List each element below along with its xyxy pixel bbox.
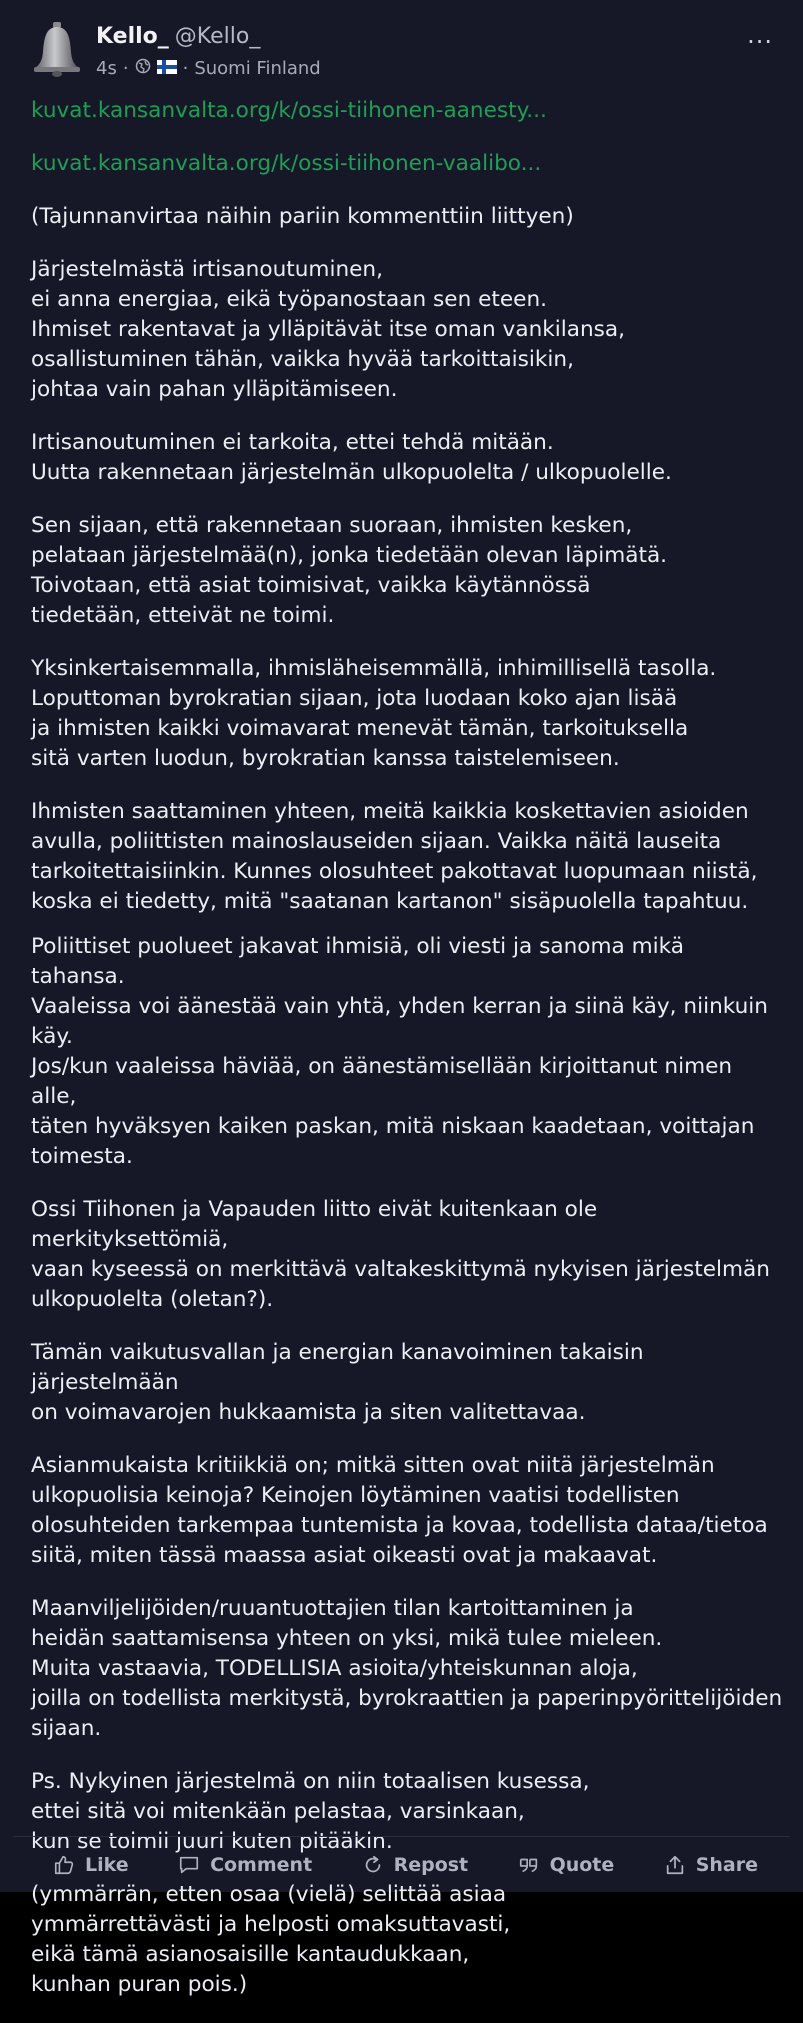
user-handle[interactable]: @Kello_ bbox=[174, 24, 261, 49]
share-icon bbox=[664, 1854, 686, 1876]
separator: · bbox=[182, 58, 189, 79]
post-body bbox=[31, 96, 783, 2023]
post-paragraph: Järjestelmästä irtisanoutuminen, ei anna energiaa, eikä työpanostaan sen eteen. Ihmiset rakentavat ja ylläpitävät itse oman vankilansa, osallistuminen tähän, vaikka hyvää tarkoittaisikin, johtaa vain pahan ylläpitämiseen. bbox=[31, 257, 626, 402]
finland-flag-icon bbox=[157, 58, 177, 79]
bell-icon bbox=[31, 20, 83, 78]
post-paragraph: Asianmukaista kritiikkiä on; mitkä sitten ovat niitä järjestelmän ulkopuolisia keinoja? Keinojen löytäminen vaatisi todellisten olosuhteiden tarkempaa tuntemista ja kovaa, todellista dataa/tietoa siitä, miten tässä maassa asiat oikeasti ovat ja makaavat. bbox=[31, 1453, 768, 1568]
like-label: Like bbox=[85, 1853, 129, 1876]
post-paragraph: Irtisanoutuminen ei tarkoita, ettei tehdä mitään. Uutta rakennetaan järjestelmän ulkopuolelta / ulkopuolelle. bbox=[31, 430, 672, 485]
post-paragraph: Tämän vaikutusvallan ja energian kanavoiminen takaisin järjestelmään on voimavarojen hukkaamista ja siten valitettavaa. bbox=[31, 1340, 644, 1425]
thumbs-up-icon bbox=[53, 1854, 75, 1876]
like-button[interactable] bbox=[53, 1854, 129, 1876]
repost-icon bbox=[362, 1854, 384, 1876]
quote-label: Quote bbox=[549, 1853, 615, 1876]
post-meta bbox=[96, 58, 321, 79]
post-paragraph: (ymmärrän, etten osaa (vielä) selittää asiaa ymmärrettävästi ja helposti omaksuttavasti, eikä tämä asianosaisille kantaudukkaan, kunhan puran pois.) bbox=[31, 1882, 511, 1997]
comment-button[interactable] bbox=[178, 1854, 312, 1876]
share-button[interactable] bbox=[664, 1854, 758, 1876]
post-paragraph: Ps. Nykyinen järjestelmä on niin totaalisen kusessa, ettei sitä voi mitenkään pelastaa, varsinkaan, kun se toimii juuri kuten pitääkin. bbox=[31, 1769, 590, 1854]
post-paragraph: Ihmisten saattaminen yhteen, meitä kaikkia koskettavien asioiden avulla, poliittisten mainoslauseiden sijaan. Vaikka näitä lauseita tarkoitettaisiinkin. Kunnes olosuhteet pakottavat luopumaan niistä, koska ei tiedetty, mitä "saatanan kartanon" sisäpuolella tapahtuu. bbox=[31, 799, 758, 914]
comment-icon bbox=[178, 1854, 200, 1876]
post-link[interactable]: kuvat.kansanvalta.org/k/ossi-tiihonen-aanesty... bbox=[31, 98, 547, 123]
separator: · bbox=[122, 58, 129, 79]
post-location: Suomi Finland bbox=[194, 58, 321, 79]
action-bar bbox=[13, 1836, 790, 1892]
comment-label: Comment bbox=[210, 1853, 313, 1876]
author-line bbox=[96, 24, 260, 49]
post-age[interactable]: 4s bbox=[96, 58, 117, 79]
share-label: Share bbox=[695, 1853, 758, 1876]
post-paragraph: Sen sijaan, että rakennetaan suoraan, ihmisten kesken, pelataan järjestelmää(n), jonka tiedetään olevan läpimätä. Toivotaan, että asiat toimisivat, vaikka käytännössä tiedetään, etteivät ne toimi. bbox=[31, 513, 668, 628]
post-paragraph: Ossi Tiihonen ja Vapauden liitto eivät kuitenkaan ole merkityksettömiä, vaan kyseessä on merkittävä valtakeskittymä nykyisen järjestelmän ulkopuolelta (oletan?). bbox=[31, 1197, 770, 1312]
more-options-icon[interactable]: ··· bbox=[747, 28, 773, 56]
repost-button[interactable] bbox=[362, 1854, 469, 1876]
globe-icon bbox=[135, 58, 151, 79]
avatar[interactable] bbox=[31, 20, 83, 78]
quote-button[interactable] bbox=[518, 1854, 615, 1876]
post-paragraph: Poliittiset puolueet jakavat ihmisiä, oli viesti ja sanoma mikä tahansa. Vaaleissa voi äänestää vain yhtä, yhden kerran ja siinä käy, niinkuin käy. Jos/kun vaaleissa häviää, on äänestämisellään kirjoittanut nimen alle, täten hyväksyen kaiken paskan, mitä niskaan kaadetaan, voittajan toimesta. bbox=[31, 934, 768, 1169]
quote-icon bbox=[518, 1854, 540, 1876]
post-link[interactable]: kuvat.kansanvalta.org/k/ossi-tiihonen-vaalibo... bbox=[31, 151, 542, 176]
post-paragraph: Yksinkertaisemmalla, ihmisläheisemmällä, inhimillisellä tasolla. Loputtoman byrokratian sijaan, jota luodaan koko ajan lisää ja ihmisten kaikki voimavarat menevät tämän, tarkoituksella sitä varten luodun, byrokratian kanssa taistelemiseen. bbox=[31, 656, 717, 771]
post-header bbox=[31, 18, 783, 88]
post-paragraph: Maanviljelijöiden/ruuantuottajien tilan kartoittaminen ja heidän saattamisensa yhteen on yksi, mikä tulee mieleen. Muita vastaavia, TODELLISIA asioita/yhteiskunnan aloja, joilla on todellista merkitystä, byrokraattien ja paperinpyörittelijöiden sijaan. bbox=[31, 1596, 783, 1741]
repost-label: Repost bbox=[393, 1853, 469, 1876]
post-paragraph: (Tajunnanvirtaa näihin pariin kommenttiin liittyen) bbox=[31, 204, 574, 229]
display-name[interactable]: Kello_ bbox=[96, 24, 169, 49]
